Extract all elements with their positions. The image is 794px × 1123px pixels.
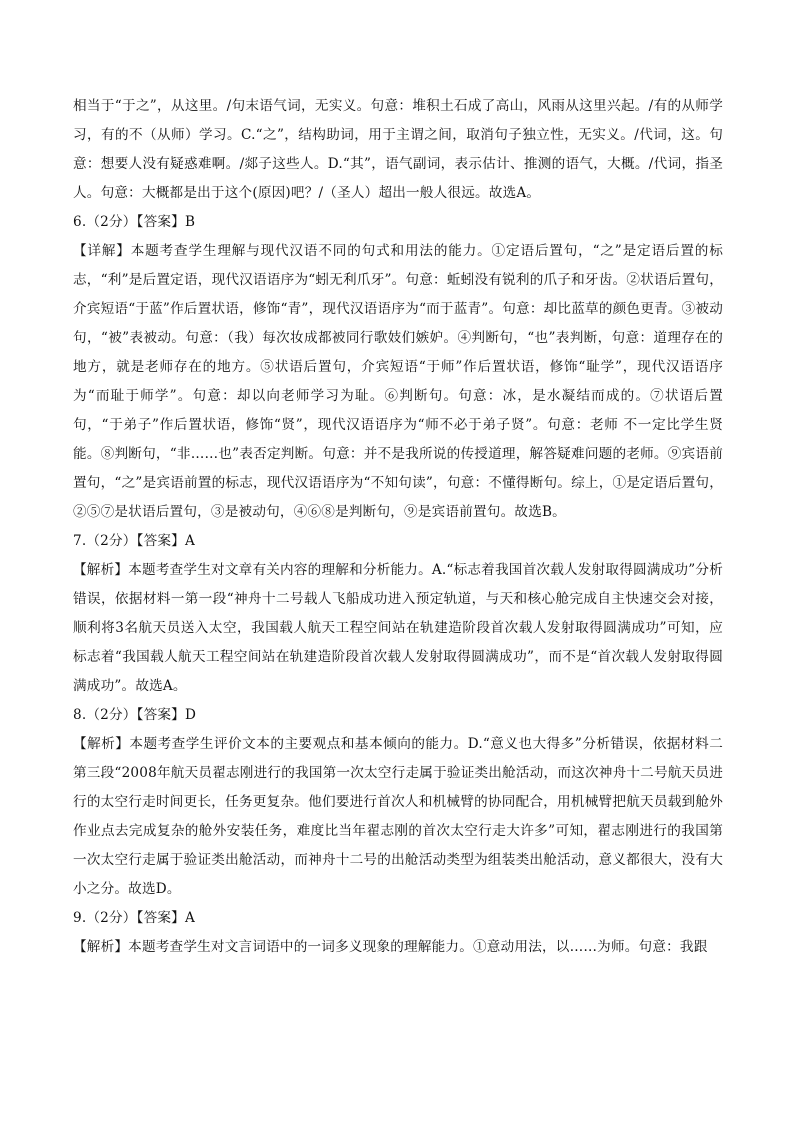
answer-label-7: 7.（2分）【答案】A [73,533,195,549]
paragraph-answer-5-continuation: 相当于“于之”，从这里。/句末语气词，无实义。句意：堆积土石成了高山，风雨从这里兴起。/有的从师学习，有的不（从师）学习。C.“之”，结构助词，用于主谓之间，取消句子独立性，无实义。/代词，这。句意：想要人没有疑惑难啊。/郯子这些人。D.“其”，语气副词，表示估计、推测的语气，大概。/代词，指圣人。句意：大概都是出于这个(原因)吧？/（圣人）超出一般人很远。故选A。 [73,98,723,201]
document-page [73,92,723,962]
answer-label-6: 6.（2分）【答案】B [73,214,196,230]
paragraph-answer-9-explanation: 【解析】本题考查学生对文言词语中的一词多义现象的理解能力。①意动用法，以……为师。句意：我跟 [73,939,708,955]
paragraph-answer-8-explanation: 【解析】本题考查学生评价文本的主要观点和基本倾向的能力。D.“意义也大得多”分析错误，依据材料二第三段“2008年航天员翟志刚进行的我国第一次太空行走属于验证类出舱活动，而这次神舟十二号航天员进行的太空行走时间更长，任务更复杂。他们要进行首次人和机械臂的协同配合，用机械臂把航天员载到舱外作业点去完成复杂的舱外安装任务，难度比当年翟志刚的首次太空行走大许多”可知，翟志刚进行的我国第一次太空行走属于验证类出舱活动，而神舟十二号的出舱活动类型为组装类出舱活动，意义都很大，没有大小之分。故选D。 [73,736,723,897]
paragraph-answer-7-explanation: 【解析】本题考查学生对文章有关内容的理解和分析能力。A.“标志着我国首次载人发射取得圆满成功”分析错误，依据材料一第一段“神舟十二号载人飞船成功进入预定轨道，与天和核心舱完成自主快速交会对接，顺利将3名航天员送入太空，我国载人航天工程空间站在轨建造阶段首次载人发射取得圆满成功”可知，应标志着“我国载人航天工程空间站在轨建造阶段首次载人发射取得圆满成功”，而不是“首次载人发射取得圆满成功”。故选A。 [73,562,723,694]
answer-label-8: 8.（2分）【答案】D [73,707,197,723]
answer-label-9: 9.（2分）【答案】A [73,910,195,926]
paragraph-answer-6-explanation: 【详解】本题考查学生理解与现代汉语不同的句式和用法的能力。①定语后置句，“之”是定语后置的标志，“利”是后置定语，现代汉语语序为“蚓无利爪牙”。句意：蚯蚓没有锐利的爪子和牙齿。②状语后置句，介宾短语“于蓝”作后置状语，修饰“青”，现代汉语语序为“而于蓝青”。句意：却比蓝草的颜色更青。③被动句，“被”表被动。句意：（我）每次妆成都被同行歌妓们嫉妒。④判断句，“也”表判断，句意：道理存在的地方，就是老师存在的地方。⑤状语后置句，介宾短语“于师”作后置状语，修饰“耻学”，现代汉语语序为“而耻于师学”。句意：却以向老师学习为耻。⑥判断句。句意：冰，是水凝结而成的。⑦状语后置句，“于弟子”作后置状语，修饰“贤”，现代汉语语序为“师不必于弟子贤”。句意：老师 不一定比学生贤能。⑧判断句，“非……也”表否定判断。句意：并不是我所说的传授道理，解答疑难问题的老师。⑨宾语前置句，“之”是宾语前置的标志，现代汉语语序为“不知句读”，句意：不懂得断句。综上，①是定语后置句，②⑤⑦是状语后置句，③是被动句，④⑥⑧是判断句，⑨是宾语前置句。故选B。 [73,243,723,520]
